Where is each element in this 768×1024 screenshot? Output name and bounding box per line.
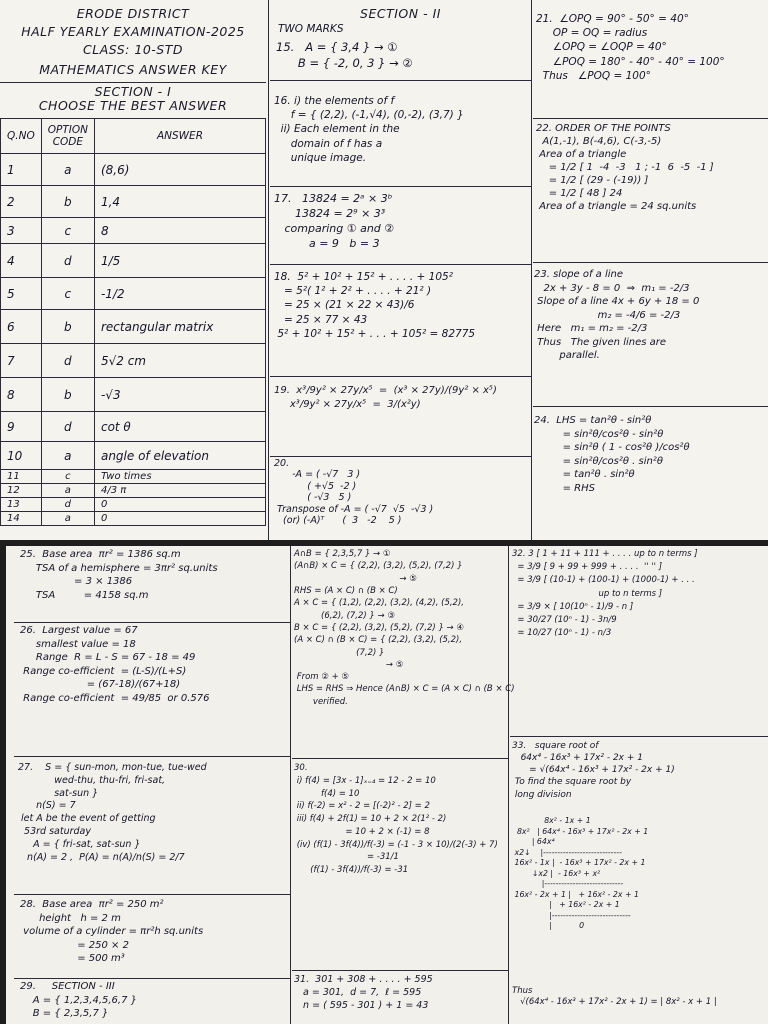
- table-cell: 10: [1, 442, 42, 470]
- table-cell: 4/3 π: [94, 484, 265, 498]
- table-cell: 0: [94, 512, 265, 526]
- table-cell: 5: [1, 278, 42, 310]
- subject-title: MATHEMATICS ANSWER KEY: [39, 62, 227, 77]
- table-cell: a: [41, 512, 94, 526]
- answer-q27: 27. S = { sun-mon, mon-tue, tue-wed wed-thu, thu-fri, fri-sat, sat-sun } n(S) = 7 let A be the event of getting 53rd saturday A = { fri-sat, sat-sun } n(A) = 2 , P(A) = n(A)/n(S) = 2/7: [18, 762, 207, 863]
- table-cell: a: [41, 484, 94, 498]
- section2-subtitle: TWO MARKS: [278, 23, 344, 35]
- answer-q30: 30. i) f(4) = [3x - 1]ₓ₌₄ = 12 - 2 = 10 f(4) = 10 ii) f(-2) = x² - 2 = [(-2)² - 2] = 2 iii) f(4) + 2f(1) = 10 + 2 × 2(1² - 2) = 10 + 2 × (-1) = 8 (iv) (f(1) - 3f(4))/f(-3) = (-1 - 3 × 10)/(2(-3) + 7) = -31/1 (f(1) - 3f(4))/f(-3) = -31: [294, 763, 498, 875]
- table-cell: (8,6): [94, 154, 265, 186]
- answer-q17: 17. 13824 = 2ᵃ × 3ᵇ 13824 = 2⁹ × 3³ comparing ① and ② a = 9 b = 3: [274, 192, 395, 250]
- answer-q26: 26. Largest value = 67 smallest value = 18 Range R = L - S = 67 - 18 = 49 Range co-efficient = (L-S)/(L+S) = (67-18)/(67+18) Range co-efficient = 49/85 or 0.576: [20, 625, 210, 704]
- table-row: [1, 218, 266, 244]
- table-row: [1, 512, 266, 526]
- answer-q21: 21. ∠OPQ = 90° - 50° = 40° OP = OQ = radius ∠OPQ = ∠OQP = 40° ∠POQ = 180° - 40° - 40° = 100° Thus ∠POQ = 100°: [536, 13, 725, 82]
- answer-q32: 32. 3 [ 1 + 11 + 111 + . . . . up to n terms ] = 3/9 [ 9 + 99 + 999 + . . . . '' '' ] = 3/9 [ (10-1) + (100-1) + (1000-1) + . . . up to n terms ] = 3/9 × [ 10(10ⁿ - 1)/9 - n ] = 30/27 (10ⁿ - 1) - 3n/9 = 10/27 (10ⁿ - 1) - n/3: [512, 549, 698, 639]
- table-cell: c: [41, 470, 94, 484]
- table-cell: 1,4: [94, 186, 265, 218]
- table-row: [1, 498, 266, 512]
- table-cell: 9: [1, 412, 42, 442]
- table-cell: a: [41, 154, 94, 186]
- col-option-code: OPTION CODE: [41, 119, 94, 154]
- table-cell: angle of elevation: [94, 442, 265, 470]
- table-row: [1, 484, 266, 498]
- table-cell: b: [41, 186, 94, 218]
- table-cell: 1: [1, 154, 42, 186]
- table-cell: 7: [1, 344, 42, 378]
- table-cell: d: [41, 244, 94, 278]
- section1-subtitle: CHOOSE THE BEST ANSWER: [38, 98, 228, 113]
- table-cell: 8: [1, 378, 42, 412]
- table-row: [1, 470, 266, 484]
- table-cell: 1/5: [94, 244, 265, 278]
- section1-answer-table: [0, 118, 266, 526]
- answer-q22: 22. ORDER OF THE POINTS A(1,-1), B(-4,6), C(-3,-5) Area of a triangle = 1/2 [ 1 -4 -3 1 ; -1 6 -5 -1 ] = 1/2 [ (29 - (-19)) ] = 1/2 [ 48 ] 24 Area of a triangle = 24 sq.units: [536, 123, 714, 212]
- answer-q33-result: Thus √(64x⁴ - 16x³ + 17x² - 2x + 1) = | 8x² - x + 1 |: [512, 986, 717, 1008]
- table-cell: d: [41, 412, 94, 442]
- table-cell: b: [41, 378, 94, 412]
- answer-key-page-bottom: [6, 546, 768, 1024]
- answer-q25: 25. Base area πr² = 1386 sq.m TSA of a hemisphere = 3πr² sq.units = 3 × 1386 TSA = 4158 sq.m: [20, 549, 218, 601]
- table-cell: 13: [1, 498, 42, 512]
- table-row: [1, 344, 266, 378]
- table-row: [1, 442, 266, 470]
- table-row: [1, 154, 266, 186]
- table-row: [1, 278, 266, 310]
- table-cell: Two times: [94, 470, 265, 484]
- answer-q15: 15. A = { 3,4 } → ① B = { -2, 0, 3 } → ②: [276, 40, 413, 70]
- answer-q33-long-division: 8x² - 1x + 1 8x² | 64x⁴ - 16x³ + 17x² - 2x + 1 | 64x⁴ x2↓ |---------------------------- 16x² - 1x | - 16x³ + 17x² - 2x + 1 ↓x2 | - 16x³ + x² |---------------------------- 16x² - 2x + 1 | + 16x² - 2x + 1 | + 16x² - 2x + 1 |---------------------------- | 0: [514, 816, 649, 931]
- answer-q29-part1: 29. SECTION - III A = { 1,2,3,4,5,6,7 } B = { 2,3,5,7 }: [20, 981, 137, 1019]
- table-cell: -1/2: [94, 278, 265, 310]
- table-cell: 14: [1, 512, 42, 526]
- table-cell: 0: [94, 498, 265, 512]
- table-cell: 8: [94, 218, 265, 244]
- answer-q23: 23. slope of a line 2x + 3y - 8 = 0 ⇒ m₁ = -2/3 Slope of a line 4x + 6y + 18 = 0 m₂ = -4/6 = -2/3 Here m₁ = m₂ = -2/3 Thus The given lines are parallel.: [534, 269, 700, 361]
- answer-q31: 31. 301 + 308 + . . . . + 595 a = 301, d = 7, ℓ = 595 n = ( 595 - 301 ) + 1 = 43: [294, 974, 433, 1011]
- table-cell: cot θ: [94, 412, 265, 442]
- section2-title: SECTION - II: [360, 6, 441, 21]
- section1-title: SECTION - I: [94, 84, 172, 99]
- table-cell: c: [41, 278, 94, 310]
- col-answer: ANSWER: [94, 119, 265, 154]
- table-row: [1, 412, 266, 442]
- answer-q16: 16. i) the elements of f f = { (2,2), (-1,√4), (0,-2), (3,7) } ii) Each element in the domain of f has a unique image.: [274, 95, 464, 164]
- table-cell: 3: [1, 218, 42, 244]
- table-row: [1, 244, 266, 278]
- table-cell: rectangular matrix: [94, 310, 265, 344]
- table-row: [1, 310, 266, 344]
- table-cell: d: [41, 344, 94, 378]
- answer-q29-part2: A∩B = { 2,3,5,7 } → ① (A∩B) × C = { (2,2), (3,2), (5,2), (7,2) } → ⑤ RHS = (A × C) ∩ (B × C) A × C = { (1,2), (2,2), (3,2), (4,2), (5,2), (6,2), (7,2) } → ③ B × C = { (2,2), (3,2), (5,2), (7,2) } → ④ (A × C) ∩ (B × C) = { (2,2), (3,2), (5,2), (7,2) } → ⑤ From ② + ⑤ LHS = RHS ⇒ Hence (A∩B) × C = (A × C) ∩ (B × C) verified.: [294, 549, 515, 707]
- answer-q19: 19. x³/9y² × 27y/x⁵ = (x³ × 27y)/(9y² × x⁵) x³/9y² × 27y/x⁵ = 3/(x²y): [274, 385, 497, 410]
- table-cell: 11: [1, 470, 42, 484]
- table-cell: c: [41, 218, 94, 244]
- table-cell: a: [41, 442, 94, 470]
- table-cell: 4: [1, 244, 42, 278]
- answer-q33: 33. square root of 64x⁴ - 16x³ + 17x² - 2x + 1 = √(64x⁴ - 16x³ + 17x² - 2x + 1) To find the square root by long division: [512, 741, 675, 800]
- answer-q18: 18. 5² + 10² + 15² + . . . . + 105² = 5²( 1² + 2² + . . . . + 21² ) = 25 × (21 × 22 × 43)/6 = 25 × 77 × 43 5² + 10² + 15² + . . . + 105² = 82775: [274, 271, 476, 340]
- col-qno: Q.NO: [1, 119, 42, 154]
- class-title: CLASS: 10-STD: [83, 42, 183, 57]
- table-cell: 6: [1, 310, 42, 344]
- table-header-row: [1, 119, 266, 154]
- table-row: [1, 186, 266, 218]
- table-cell: 2: [1, 186, 42, 218]
- table-row: [1, 378, 266, 412]
- table-cell: d: [41, 498, 94, 512]
- answer-q20: 20. -A = ( -√7 3 ) ( +√5 -2 ) ( -√3 5 ) Transpose of -A = ( -√7 √5 -√3 ) (or) (-A)ᵀ ( 3 -2 5 ): [274, 458, 434, 526]
- exam-title: HALF YEARLY EXAMINATION-2025: [21, 24, 245, 39]
- table-cell: b: [41, 310, 94, 344]
- answer-q24: 24. LHS = tan²θ - sin²θ = sin²θ/cos²θ - sin²θ = sin²θ ( 1 - cos²θ )/cos²θ = sin²θ/cos²θ . sin²θ = tan²θ . sin²θ = RHS: [534, 415, 690, 494]
- table-cell: -√3: [94, 378, 265, 412]
- answer-q28: 28. Base area πr² = 250 m² height h = 2 m volume of a cylinder = πr²h sq.units = 250 × 2 = 500 m³: [20, 899, 204, 964]
- table-cell: 5√2 cm: [94, 344, 265, 378]
- table-cell: 12: [1, 484, 42, 498]
- district-title: ERODE DISTRICT: [76, 6, 190, 21]
